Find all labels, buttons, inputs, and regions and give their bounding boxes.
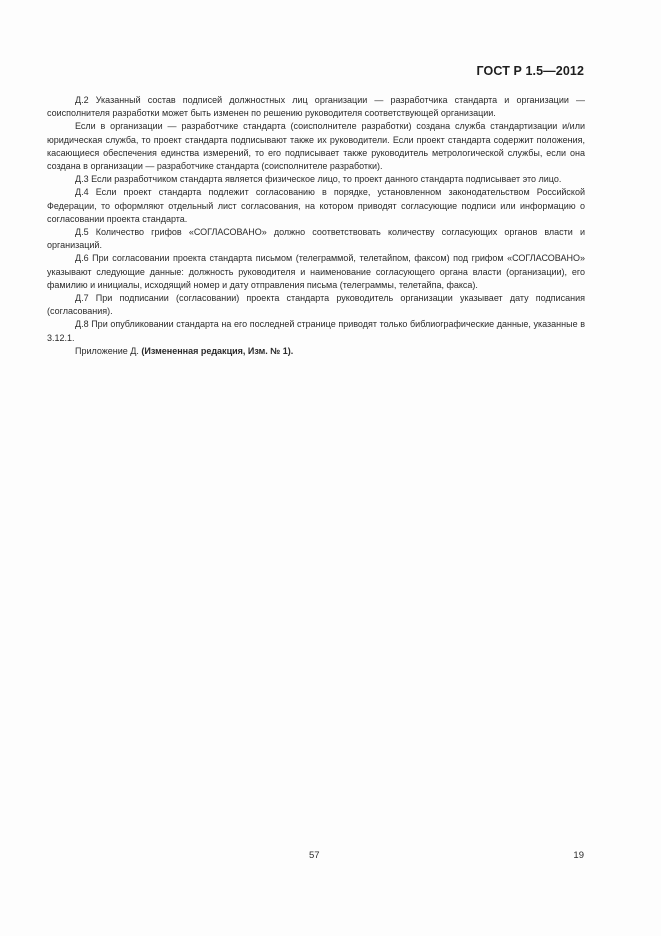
page-number-center: 57 (309, 850, 320, 861)
paragraph-d7: Д.7 При подписании (согласовании) проекта стандарта руководитель организации указывает дату подписания (согласования). (47, 293, 585, 317)
amendment-prefix: Приложение Д. (75, 345, 142, 356)
paragraph-d4: Д.4 Если проект стандарта подлежит согласованию в порядке, установленном законодательством Российской Федерации, то оформляют отдельный лист согласования, на котором приводят согласующие подписи или информацию о согласовании проекта стандарта. (47, 187, 585, 224)
document-code-header: ГОСТ Р 1.5—2012 (476, 64, 584, 78)
document-body (47, 94, 585, 358)
paragraph-d5: Д.5 Количество грифов «СОГЛАСОВАНО» должно соответствовать количеству согласующих органов власти и организаций. (47, 227, 585, 251)
paragraph-d2-continued: Если в организации — разработчике стандарта (соисполнителе разработки) создана служба стандартизации и/или юридическая служба, то проект стандарта подписывают также их руководители. Если проект стандарта содержит положения, касающиеся обеспечения единства измерений, то его подписывает также руководитель метрологической службы, если она создана в организации — разработчике стандарта (соисполнителе разработки). (47, 121, 585, 172)
amendment-edition: (Измененная редакция, Изм. № 1). (141, 345, 294, 356)
page-number-right: 19 (573, 850, 584, 861)
paragraph-d3: Д.3 Если разработчиком стандарта является физическое лицо, то проект данного стандарта подписывает это лицо. (75, 174, 562, 185)
paragraph-d8: Д.8 При опубликовании стандарта на его последней странице приводят только библиографические данные, указанные в 3.12.1. (47, 319, 585, 343)
amendment-note (47, 345, 585, 358)
paragraph-d6: Д.6 При согласовании проекта стандарта письмом (телеграммой, телетайпом, факсом) под грифом «СОГЛАСОВАНО» указывают следующие данные: должность руководителя и наименование согласующего органа власти (организации), его фамилию и инициалы, исходящий номер и дату отправления письма (телеграммы, телетайпа, факса). (47, 253, 585, 290)
paragraph-d2: Д.2 Указанный состав подписей должностных лиц организации — разработчика стандарта и организации — соисполнителя разработки может быть изменен по решению руководителя соответствующей организации. (47, 95, 585, 119)
